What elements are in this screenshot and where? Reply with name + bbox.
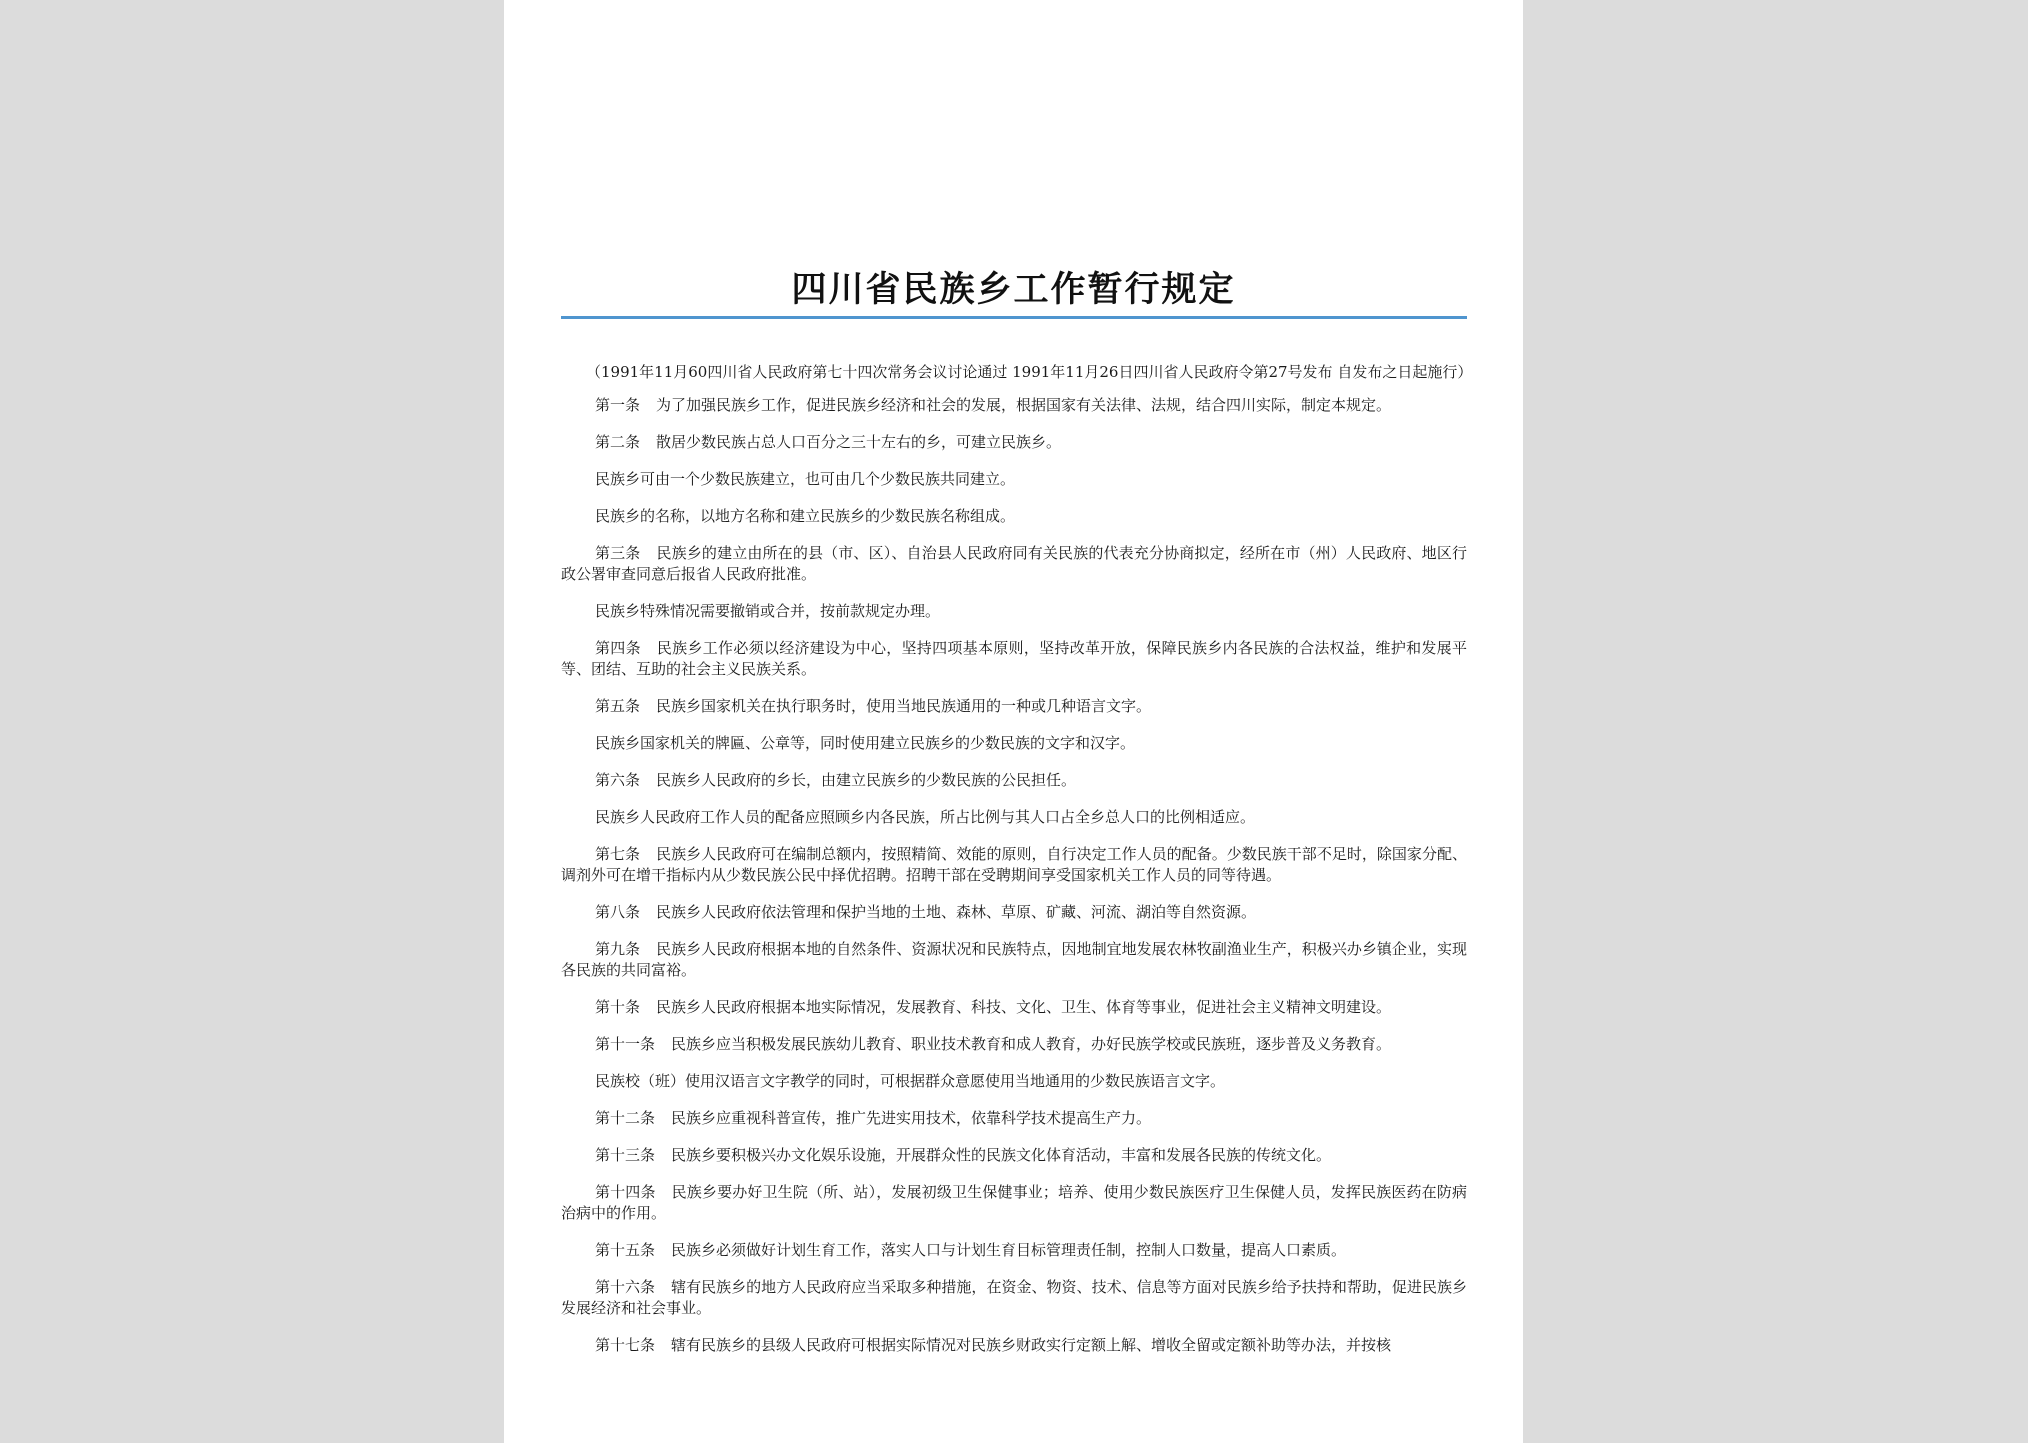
paragraph-text: 民族乡的名称，以地方名称和建立民族乡的少数民族名称组成。 — [595, 507, 1016, 525]
paragraph — [561, 997, 1467, 1018]
paragraph — [561, 902, 1467, 923]
article-number: 第五条 — [595, 697, 641, 715]
paragraph — [561, 770, 1467, 791]
paragraph-text: 散居少数民族占总人口百分之三十左右的乡，可建立民族乡。 — [656, 433, 1062, 451]
paragraph-text: 民族乡人民政府工作人员的配备应照顾乡内各民族，所占比例与其人口占全乡总人口的比例相适应。 — [595, 808, 1256, 826]
paragraph — [561, 807, 1467, 828]
paragraph — [561, 432, 1467, 453]
paragraph-text: 民族乡人民政府依法管理和保护当地的土地、森林、草原、矿藏、河流、湖泊等自然资源。 — [656, 903, 1257, 921]
paragraph-text: 民族乡要办好卫生院（所、站），发展初级卫生保健事业；培养、使用少数民族医疗卫生保健人员，发挥民族医药在防病治病中的作用。 — [561, 1183, 1467, 1222]
article-number: 第十一条 — [595, 1035, 656, 1053]
paragraph — [561, 844, 1467, 886]
title-divider — [561, 316, 1467, 319]
paragraph — [561, 1335, 1467, 1356]
paragraph — [561, 1145, 1467, 1166]
paragraph-text: 民族乡人民政府根据本地的自然条件、资源状况和民族特点，因地制宜地发展农林牧副渔业生产，积极兴办乡镇企业，实现各民族的共同富裕。 — [561, 940, 1467, 979]
paragraph-text: 民族乡应重视科普宣传，推广先进实用技术，依靠科学技术提高生产力。 — [671, 1109, 1152, 1127]
article-number: 第十五条 — [595, 1241, 656, 1259]
paragraph — [561, 638, 1467, 680]
paragraph-text: 民族乡人民政府根据本地实际情况，发展教育、科技、文化、卫生、体育等事业，促进社会主义精神文明建设。 — [656, 998, 1392, 1016]
article-number: 第一条 — [595, 396, 641, 414]
paragraph-text: 民族乡国家机关的牌匾、公章等，同时使用建立民族乡的少数民族的文字和汉字。 — [595, 734, 1136, 752]
paragraph-text: 民族乡人民政府的乡长，由建立民族乡的少数民族的公民担任。 — [656, 771, 1077, 789]
paragraph-text: 民族乡人民政府可在编制总额内，按照精简、效能的原则，自行决定工作人员的配备。少数民族干部不足时，除国家分配、调剂外可在增干指标内从少数民族公民中择优招聘。招聘干部在受聘期间享受国家机关工作人员的同等待遇。 — [561, 845, 1467, 884]
paragraph-text: 民族乡的建立由所在的县（市、区）、自治县人民政府同有关民族的代表充分协商拟定，经所在市（州）人民政府、地区行政公署审查同意后报省人民政府批准。 — [561, 544, 1467, 583]
paragraph-text: 民族乡应当积极发展民族幼儿教育、职业技术教育和成人教育，办好民族学校或民族班，逐步普及义务教育。 — [671, 1035, 1392, 1053]
paragraph — [561, 469, 1467, 490]
paragraph — [561, 1108, 1467, 1129]
paragraph — [561, 1277, 1467, 1319]
paragraph — [561, 1034, 1467, 1055]
paragraph — [561, 506, 1467, 527]
paragraph — [561, 1071, 1467, 1092]
preamble: （1991年11月60四川省人民政府第七十四次常务会议讨论通过 1991年11月26日四川省人民政府令第27号发布 自发布之日起施行） — [586, 363, 1473, 381]
article-number: 第十二条 — [595, 1109, 656, 1127]
document-body — [561, 362, 1473, 1372]
article-number: 第四条 — [595, 639, 641, 657]
paragraph-list — [561, 395, 1467, 1356]
document-page — [504, 0, 1523, 1443]
document-title: 四川省民族乡工作暂行规定 — [791, 269, 1236, 310]
article-number: 第七条 — [595, 845, 641, 863]
article-number: 第十六条 — [595, 1278, 656, 1296]
article-number: 第十三条 — [595, 1146, 656, 1164]
paragraph — [561, 696, 1467, 717]
paragraph-text: 民族乡国家机关在执行职务时，使用当地民族通用的一种或几种语言文字。 — [656, 697, 1152, 715]
article-number: 第十七条 — [595, 1336, 656, 1354]
article-number: 第八条 — [595, 903, 641, 921]
paragraph-text: 民族乡要积极兴办文化娱乐设施，开展群众性的民族文化体育活动，丰富和发展各民族的传统文化。 — [671, 1146, 1332, 1164]
paragraph — [561, 1240, 1467, 1261]
paragraph-text: 民族乡可由一个少数民族建立，也可由几个少数民族共同建立。 — [595, 470, 1016, 488]
paragraph-text: 辖有民族乡的地方人民政府应当采取多种措施，在资金、物资、技术、信息等方面对民族乡给予扶持和帮助，促进民族乡发展经济和社会事业。 — [561, 1278, 1467, 1317]
paragraph — [561, 939, 1467, 981]
paragraph — [561, 733, 1467, 754]
article-number: 第二条 — [595, 433, 641, 451]
paragraph-text: 为了加强民族乡工作，促进民族乡经济和社会的发展，根据国家有关法律、法规，结合四川实际，制定本规定。 — [656, 396, 1392, 414]
article-number: 第九条 — [595, 940, 641, 958]
paragraph-text: 民族乡特殊情况需要撤销或合并，按前款规定办理。 — [595, 602, 941, 620]
paragraph — [561, 601, 1467, 622]
article-number: 第十四条 — [595, 1183, 656, 1201]
paragraph-text: 辖有民族乡的县级人民政府可根据实际情况对民族乡财政实行定额上解、增收全留或定额补助等办法，并按核 — [671, 1336, 1392, 1354]
article-number: 第六条 — [595, 771, 641, 789]
article-number: 第十条 — [595, 998, 641, 1016]
paragraph — [561, 1182, 1467, 1224]
paragraph-text: 民族校（班）使用汉语言文字教学的同时，可根据群众意愿使用当地通用的少数民族语言文字。 — [595, 1072, 1226, 1090]
paragraph — [561, 543, 1467, 585]
paragraph-text: 民族乡工作必须以经济建设为中心，坚持四项基本原则，坚持改革开放，保障民族乡内各民族的合法权益，维护和发展平等、团结、互助的社会主义民族关系。 — [561, 639, 1467, 678]
paragraph-text: 民族乡必须做好计划生育工作，落实人口与计划生育目标管理责任制，控制人口数量，提高人口素质。 — [671, 1241, 1347, 1259]
paragraph — [561, 395, 1467, 416]
article-number: 第三条 — [595, 544, 641, 562]
